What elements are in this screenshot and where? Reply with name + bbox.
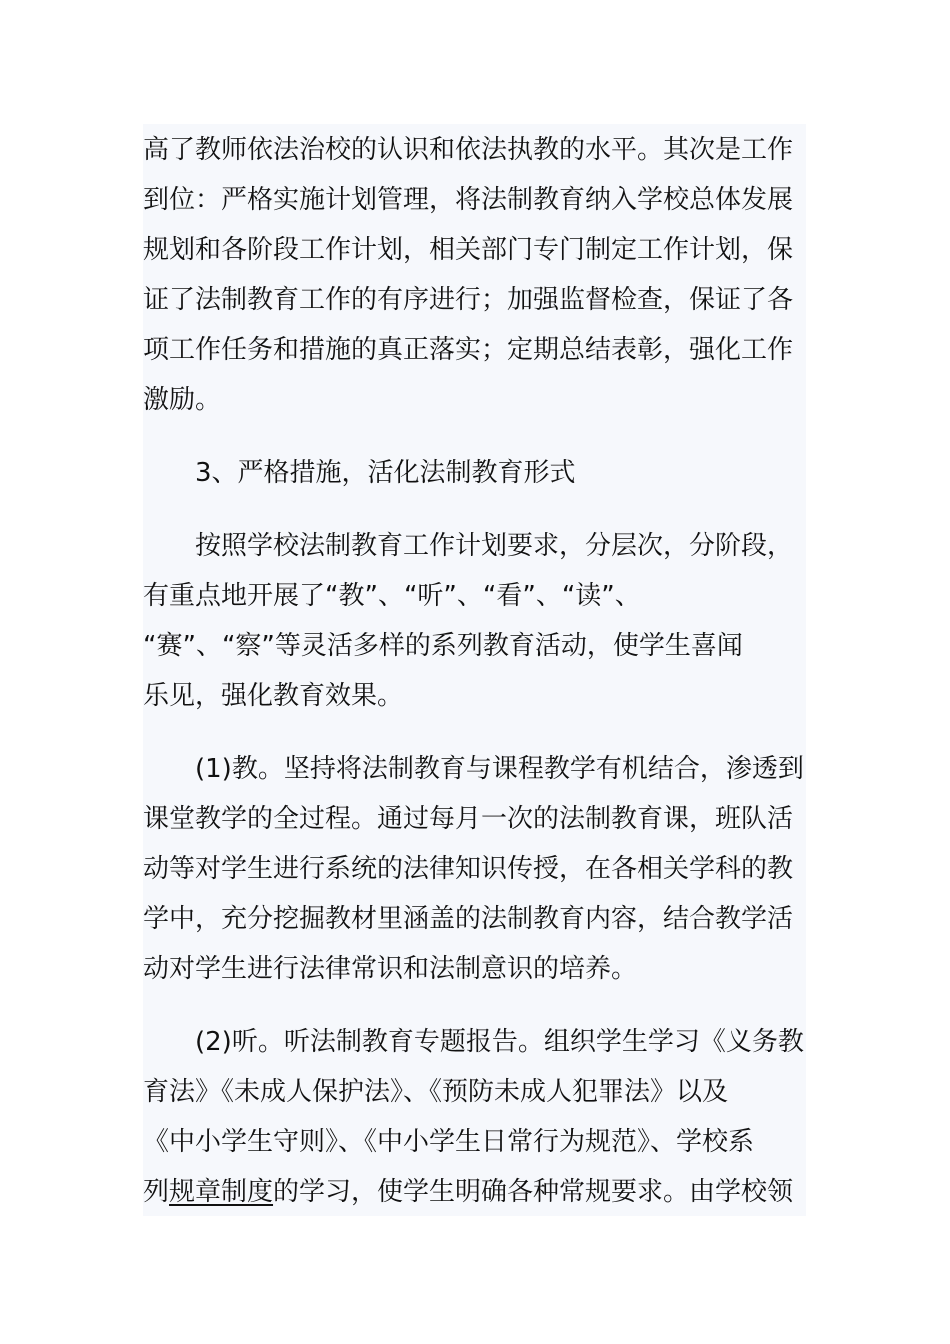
- paragraph-line: 激励。: [143, 385, 222, 415]
- paragraph-line: 育法》《未成人保护法》、《预防未成人犯罪法》以及: [143, 1077, 729, 1107]
- section-heading: 3、严格措施，活化法制教育形式: [195, 458, 576, 488]
- paragraph-line: 到位：严格实施计划管理，将法制教育纳入学校总体发展: [143, 185, 794, 215]
- underlined-link-text: 规章制度: [169, 1177, 274, 1207]
- paragraph-line: 项工作任务和措施的真正落实；定期总结表彰，强化工作: [143, 335, 794, 365]
- paragraph-line: 乐见，强化教育效果。: [143, 681, 404, 711]
- paragraph-line: 有重点地开展了“教”、“听”、“看”、“读”、: [143, 581, 641, 611]
- paragraph-line: “赛”、“察”等灵活多样的系列教育活动，使学生喜闻: [143, 631, 743, 661]
- text-segment: 列: [143, 1177, 170, 1207]
- document-body: [143, 124, 806, 1216]
- paragraph-line: 证了法制教育工作的有序进行；加强监督检查，保证了各: [143, 285, 794, 315]
- paragraph-line: 课堂教学的全过程。通过每月一次的法制教育课，班队活: [143, 804, 794, 834]
- paragraph-line: 学中，充分挖掘教材里涵盖的法制教育内容，结合教学活: [143, 904, 794, 934]
- paragraph-line: (2)听。听法制教育专题报告。组织学生学习《义务教: [195, 1027, 804, 1057]
- paragraph-line: 规划和各阶段工作计划，相关部门专门制定工作计划，保: [143, 235, 794, 265]
- paragraph-line: 高了教师依法治校的认识和依法执教的水平。其次是工作: [143, 135, 794, 165]
- paragraph-line: 按照学校法制教育工作计划要求，分层次，分阶段，: [195, 531, 794, 561]
- paragraph-line: 《中小学生守则》、《中小学生日常行为规范》、学校系: [143, 1127, 755, 1157]
- paragraph-line: [143, 1176, 793, 1208]
- paragraph-line: (1)教。坚持将法制教育与课程教学有机结合，渗透到: [195, 754, 804, 784]
- text-segment: 的学习，使学生明确各种常规要求。由学校领: [273, 1177, 794, 1207]
- paragraph-line: 动对学生进行法律常识和法制意识的培养。: [143, 954, 638, 984]
- paragraph-line: 动等对学生进行系统的法律知识传授，在各相关学科的教: [143, 854, 794, 884]
